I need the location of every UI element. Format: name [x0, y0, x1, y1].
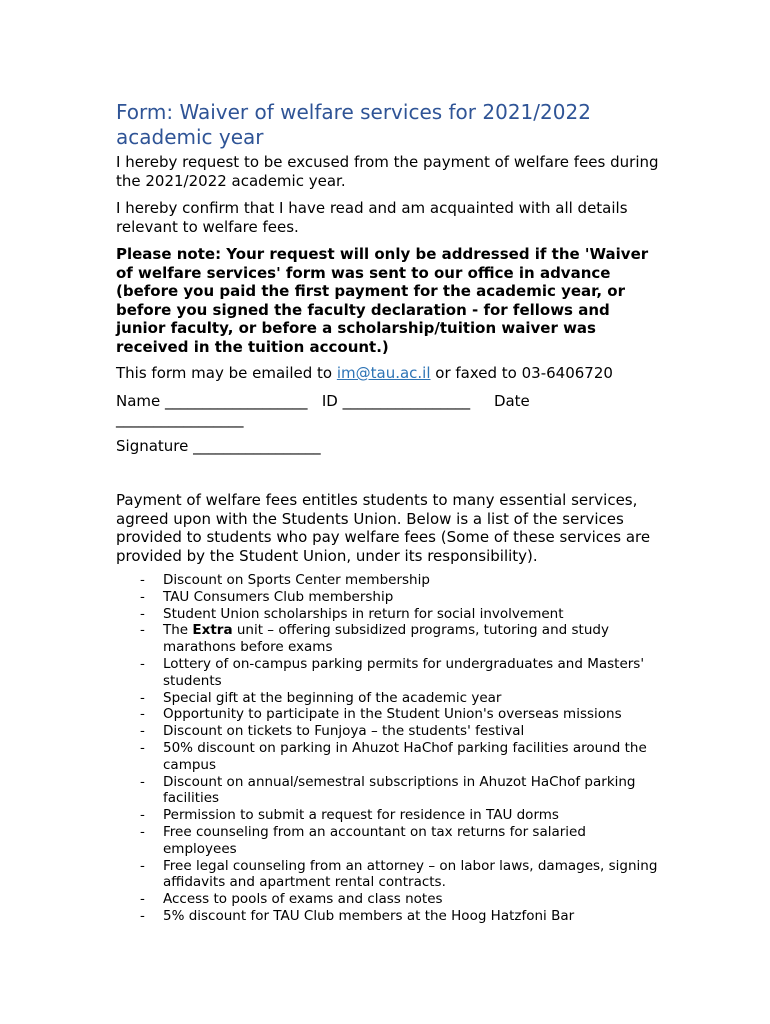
list-item [116, 908, 661, 925]
form-title: Form: Waiver of welfare services for 2021/2022 academic year [116, 100, 591, 149]
list-item-text: Access to pools of exams and class notes [163, 891, 443, 908]
list-item-text: Discount on tickets to Funjoya – the students' festival [163, 723, 525, 740]
list-item [116, 622, 661, 656]
list-dash: - [140, 689, 145, 706]
confirmation-paragraph: I hereby confirm that I have read and am acquainted with all details relevant to welfare fees. [116, 199, 628, 236]
list-item [116, 572, 661, 589]
list-item-text-bold: Extra [192, 622, 233, 639]
list-item-text-pre: The [163, 622, 193, 639]
list-item-text: Free counseling from an accountant on tax returns for salaried employees [163, 823, 586, 857]
list-item-text: Lottery of on-campus parking permits for undergraduates and Masters' students [163, 655, 645, 689]
list-dash: - [140, 605, 145, 622]
list-dash: - [140, 622, 145, 639]
contact-text-before: This form may be emailed to [116, 364, 337, 382]
date-field[interactable]: Date _________________ [116, 391, 530, 428]
list-item [116, 606, 661, 623]
list-item-text: 5% discount for TAU Club members at the Hoog Hatzfoni Bar [163, 907, 575, 924]
list-item [116, 723, 661, 740]
list-item [116, 690, 661, 707]
list-item [116, 824, 661, 858]
list-dash: - [140, 857, 145, 874]
list-item-text: Free legal counseling from an attorney – on labor laws, damages, signing affidavits and apartment rental contracts. [163, 857, 658, 891]
list-item [116, 706, 661, 723]
list-item-text: Discount on Sports Center membership [163, 572, 430, 588]
list-dash: - [140, 655, 145, 672]
contact-line [116, 364, 661, 383]
list-dash: - [140, 823, 145, 840]
list-item [116, 807, 661, 824]
list-item-text: Student Union scholarships in return for social involvement [163, 605, 564, 622]
contact-text-after: or faxed to 03-6406720 [430, 364, 613, 382]
list-item-text: Discount on annual/semestral subscriptions in Ahuzot HaChof parking facilities [163, 773, 636, 807]
list-dash: - [140, 807, 145, 824]
id-field[interactable]: ID _________________ [321, 391, 471, 410]
services-list [116, 572, 661, 925]
list-item [116, 858, 661, 892]
list-dash: - [140, 739, 145, 756]
list-dash: - [140, 907, 145, 924]
request-paragraph: I hereby request to be excused from the payment of welfare fees during the 2021/2022 academic year. [116, 153, 659, 190]
name-field[interactable]: Name ___________________ [116, 391, 308, 410]
list-dash: - [140, 891, 145, 908]
list-dash: - [140, 706, 145, 723]
document-content [116, 100, 661, 925]
list-dash: - [140, 723, 145, 740]
signature-field[interactable]: Signature _________________ [116, 436, 321, 455]
list-item-text: Permission to submit a request for residence in TAU dorms [163, 807, 559, 824]
form-fields-line [116, 392, 661, 429]
list-item [116, 656, 661, 690]
list-item-text: 50% discount on parking in Ahuzot HaChof parking facilities around the campus [163, 739, 647, 773]
list-dash: - [140, 773, 145, 790]
list-dash: - [140, 572, 145, 588]
list-dash: - [140, 588, 145, 605]
list-item-text: Opportunity to participate in the Student Union's overseas missions [163, 706, 622, 723]
important-note: Please note: Your request will only be addressed if the 'Waiver of welfare services' form was sent to our office in advance (before you paid the first payment for the academic year, or before you signed the faculty declaration - for fellows and junior faculty, or before a scholarship/tuition waiver was received in the tuition account.) [116, 245, 649, 356]
list-item [116, 740, 661, 774]
list-item-text: TAU Consumers Club membership [163, 588, 394, 605]
list-item [116, 589, 661, 606]
payment-paragraph: Payment of welfare fees entitles students to many essential services, agreed upon with the Students Union. Below is a list of the services provided to students who pay welfare fees (Some of these services are provided by the Student Union, under its responsibility). [116, 491, 651, 565]
list-item-text-post: unit – offering subsidized programs, tutoring and study marathons before exams [163, 622, 609, 656]
list-item [116, 891, 661, 908]
list-item-text: Special gift at the beginning of the academic year [163, 689, 502, 706]
email-link[interactable]: im@tau.ac.il [336, 364, 431, 382]
list-item [116, 774, 661, 808]
